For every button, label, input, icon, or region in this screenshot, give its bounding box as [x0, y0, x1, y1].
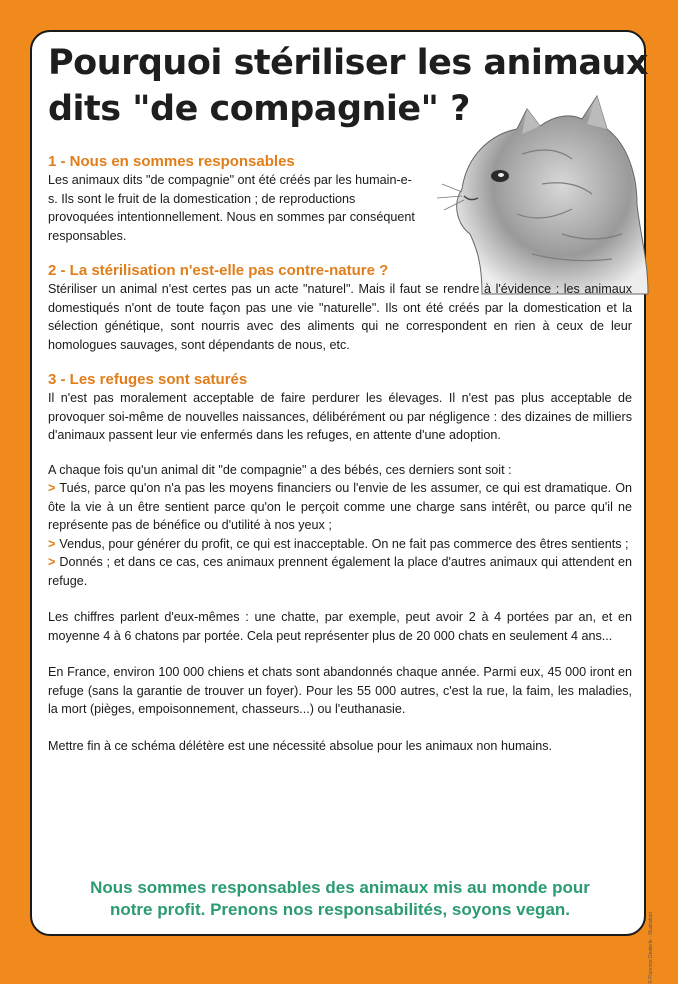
poster-content	[48, 152, 632, 773]
bullet-text: Donnés ; et dans ce cas, ces animaux prennent également la place d'autres animaux qui attendent en refuge.	[48, 555, 632, 588]
section-1-text: Les animaux dits "de compagnie" ont été créés par les humain-e-s. Ils sont le fruit de la domestication ; de reproductions provoquées intentionnellement. Nous en sommes par conséquent responsables.	[48, 173, 415, 243]
bullet-item	[48, 535, 632, 554]
poster-card	[30, 30, 654, 984]
babies-block	[48, 461, 632, 591]
title-line-2: dits "de compagnie" ?	[48, 89, 470, 129]
france-paragraph: En France, environ 100 000 chiens et chats sont abandonnés chaque année. Parmi eux, 45 000 iront en refuge (sans la garantie de trouver un foyer). Pour les 55 000 autres, c'est la rue, la faim, les maladies, la mort (pièges, empoisonnement, chasseurs...) ou l'euthanasie.	[48, 665, 632, 716]
section-2-text: Stériliser un animal n'est certes pas un acte "naturel". Mais il faut se rendre à l'évidence : les animaux domestiqués n'ont de toute façon pas une vie "naturelle". Ils ont été créés par la domestication et la sélection génétique, sont nourris avec des aliments qui ne correspondent en rien à ceux de leur homologues sauvages, sont dépendants de nous, etc.	[48, 282, 632, 352]
section-2	[48, 261, 632, 354]
bullet-item	[48, 479, 632, 535]
section-1-heading: 1 - Nous en sommes responsables	[48, 153, 295, 170]
title-line-1: Pourquoi stériliser les animaux	[48, 43, 649, 83]
bullet-text: Tués, parce qu'on n'a pas les moyens financiers ou l'envie de les assumer, ce qui est dramatique. On ôte la vie à un être sentient parce qu'on le perçoit comme une charge sans intérêt, ou parce qu'il ne représente pas de bénéfice ou d'utilité à nos yeux ;	[48, 481, 632, 532]
bullet-text: Vendus, pour générer du profit, ce qui est inacceptable. On ne fait pas commerce des êtres sentients ;	[59, 536, 629, 551]
bullet-arrow-icon: >	[48, 536, 56, 551]
closing-paragraph: Mettre fin à ce schéma délétère est une nécessité absolue pour les animaux non humains.	[48, 738, 553, 753]
section-2-heading: 2 - La stérilisation n'est-elle pas contre-nature ?	[48, 262, 389, 279]
cta-line-1: Nous sommes responsables des animaux mis au monde pour	[90, 878, 590, 897]
call-to-action	[32, 877, 648, 921]
section-3-heading: 3 - Les refuges sont saturés	[48, 371, 248, 388]
figures-paragraph: Les chiffres parlent d'eux-mêmes : une chatte, par exemple, peut avoir 2 à 4 portées par an, et en moyenne 4 à 6 chatons par portée. Cela peut représenter plus de 20 000 chats en seulement 4 ans...	[48, 610, 632, 643]
bullet-arrow-icon: >	[48, 481, 56, 495]
section-3	[48, 370, 632, 445]
babies-intro: A chaque fois qu'un animal dit "de compagnie" a des bébés, ces derniers sont soit :	[48, 462, 512, 477]
cta-line-2: notre profit. Prenons nos responsabilités, soyons vegan.	[109, 900, 571, 919]
section-3-text: Il n'est pas moralement acceptable de faire perdurer les élevages. Il n'est pas plus acceptable de provoquer soi-même de nouvelles naissances, délibérément ou par négligence : des dizaines de milliers d'animaux passent leur vie enfermés dans les refuges, en attente d'une adoption.	[48, 391, 632, 442]
bullet-arrow-icon: >	[48, 555, 56, 569]
bullet-item	[48, 553, 632, 590]
illustration-credit: © Florence Desterle - Illustration	[648, 912, 654, 984]
section-1	[48, 152, 632, 245]
